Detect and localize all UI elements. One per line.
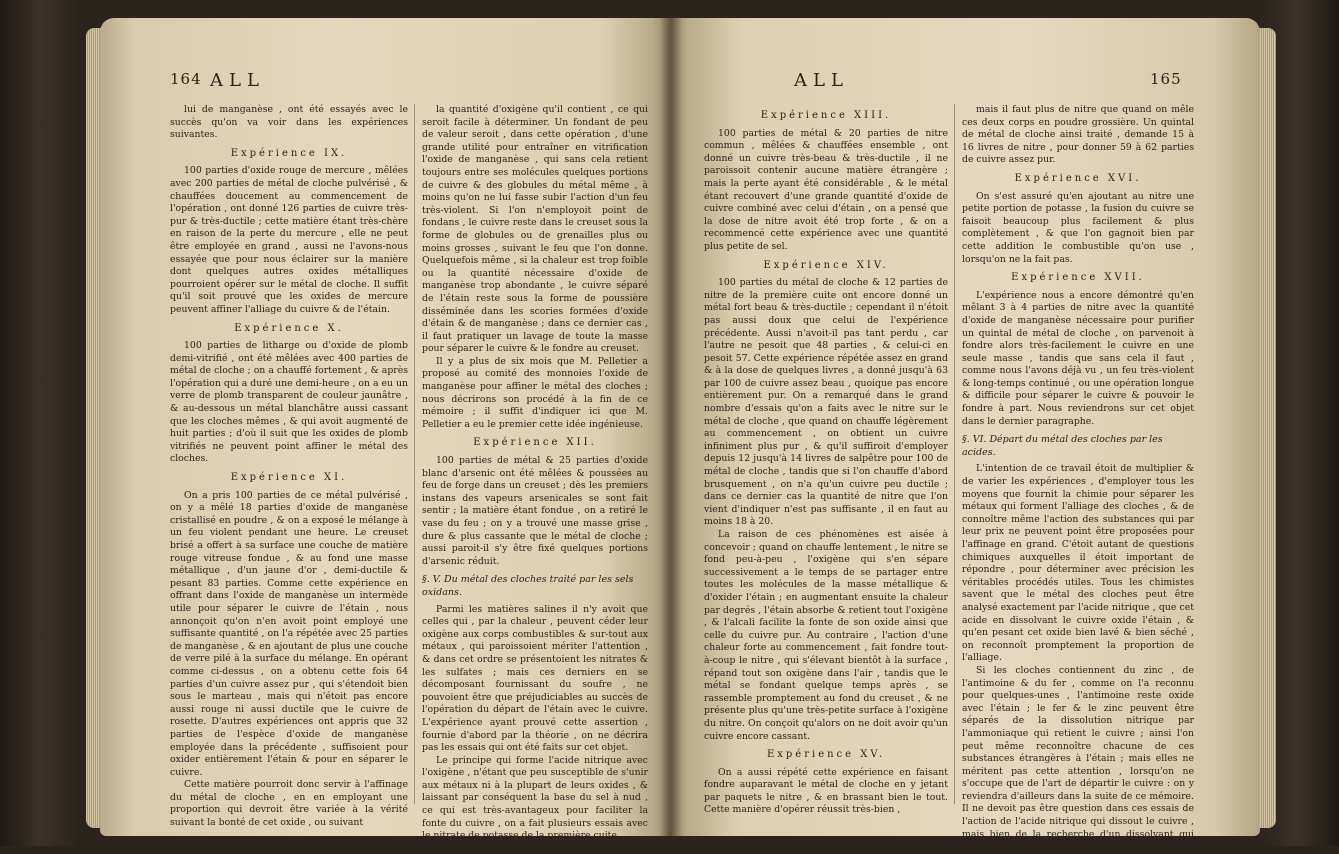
paragraph: 100 parties du métal de cloche & 12 parties de nitre de la première cuite ont encore donné un métal fort beau & très-ductile ; cependant il n'étoit pas aussi doux que celui de l'expérience précédente. Aussi n'avoit-il pas tant perdu , car l'autre ne pesoit que 48 parties , & celui-ci en pesoit 57. Cette expérience répétée assez en grand & à la dose de quelques livres , a donné jusqu'à 63 par 100 de cuivre assez beau , quoique pas encore entièrement pur. On a remarqué dans le grand nombre d'essais qu'on a faits avec le nitre sur le métal de cloche , que quand on chauffe légèrement au commencement , on obtient un cuivre infiniment plus pur , & qu'il suffiroit d'employer depuis 12 jusqu'à 14 livres de salpêtre pour 100 de métal de cloche , tandis que si l'on chauffe d'abord brusquement , on n'a qu'un cuivre peu ductile ; dans ce dernier cas la quantité de nitre que l'on vient d'indiquer n'est pas suffisante , il en faut au moins 18 à 20. (704, 277, 948, 528)
section-heading: §. VI. Départ du métal des cloches par les acides. (962, 434, 1163, 458)
open-book (100, 18, 1260, 853)
paragraph: mais il faut plus de nitre que quand on mêle ces deux corps en poudre grossière. Un quintal de métal de cloche ainsi traité , demande 15 à 16 livres de nitre , pour donner 59 à 62 parties de cuivre assez pur. (962, 104, 1194, 166)
column-rule (954, 104, 955, 804)
left-running-title: ALL (210, 70, 265, 91)
left-column-1 (170, 104, 408, 830)
paragraph: Si les cloches contiennent du zinc , de l'antimoine & du fer , comme on l'a reconnu pour quelques-unes , l'antimoine reste oxide avec l'étain ; le fer & le zinc peuvent être séparés de la dissolution nitrique par l'ammoniaque qui retient le cuivre ; ainsi l'on peut même reconnoître chacune de ces substances étrangères à l'étain ; mais elles ne méritent pas cette attention , lorsqu'on ne s'occupe que de l'art de départir le cuivre : on y reviendra d'ailleurs dans la suite de ce mémoire. Il ne devoit pas être question dans ces essais de l'action de l'acide nitrique qui dissout le cuivre , mais bien de la recherche d'un dissolvant qui pût enlever l'étain , sans tou- (962, 664, 1194, 853)
paragraph: Parmi les matières salines il n'y avoit que celles qui , par la chaleur , peuvent céder leur oxigène aux corps combustibles & sur-tout aux métaux , qui paroissoient mériter l'attention , & dans cet ordre se présentoient les nitrates & les sulfates ; mais ces derniers en se décomposant fournissant du soufre , ne pouvoient être que préjudiciables au succès de l'opération du départ de l'étain avec le cuivre. L'expérience ayant prouvé cette assertion , fournie d'abord par la théorie , on ne décrira pas les essais qui ont été faits sur cet objet. (422, 603, 648, 754)
book-gutter (660, 18, 682, 836)
right-column-2 (962, 104, 1194, 854)
right-running-title: ALL (794, 70, 849, 91)
paragraph: 100 parties d'oxide rouge de mercure , mêlées avec 200 parties de métal de cloche pulvérisé , & chauffées doucement au commencement de l'opération , ont donné 126 parties de cuivre très-pur & très-ductile ; cette matière étant très-chère en raison de la perte du mercure , elle ne peut être employée en grand , aussi ne l'avons-nous essayée que pour nous éclairer sur la manière dont quelques autres oxides métalliques pourroient opérer sur le métal de cloche. Il suffit qu'il soit prouvé que les oxides de mercure peuvent affiner l'alliage du cuivre & de l'étain. (170, 165, 408, 315)
experience-heading: Expérience IX. (230, 147, 348, 159)
paragraph: On a pris 100 parties de ce métal pulvérisé , on y a mêlé 18 parties d'oxide de manganèse cristallisé en poudre , & on a exposé le mélange à un feu violent pendant une heure. Le creuset brisé a offert à sa surface une couche de matière rouge vitreuse fondue , & au fond une masse métallique , d'un jaune d'or , demi-ductile & pesant 83 parties. Comme cette expérience en offrant dans l'oxide de manganèse un intermède utile pour séparer le cuivre de l'étain , nous annonçoit qu'on n'en avoit point employé une suffisante quantité , on l'a répétée avec 25 parties de manganèse , & en ajoutant de plus une couche de verre pilé à la surface du mélange. En opérant comme ci-dessus , on a obtenu cette fois 64 parties d'un cuivre assez pur , qui s'étendoit bien sous le marteau , mais qui n'étoit pas encore aussi rouge ni aussi ductile que le cuivre de rosette. D'autres expériences ont appris que 32 parties de l'espèce d'oxide de manganèse employée dans la précédente , suffisoient pour oxider entièrement l'étain & pour en séparer le cuivre. (170, 489, 408, 778)
column-rule (414, 104, 415, 804)
paragraph: La raison de ces phénomènes est aisée à concevoir ; quand on chauffe lentement , le nitre se fond peu-à-peu , l'oxigène qui s'en sépare successivement a le temps de se partager entre toutes les molécules de la masse métallique & d'oxider l'étain ; en augmentant ensuite la chaleur par degrés , l'étain absorbe & retient tout l'oxigène , & l'alcali facilite la fonte de son oxide ainsi que celle du cuivre pur. Au contraire , l'action d'une chaleur forte au commencement , fait fondre tout-à-coup le nitre , qui s'élevant bientôt à la surface , répand tout son oxigène dans l'air , tandis que le métal se fondant quelque temps après , se rassemble promptement au fond du creuset , & ne présente plus qu'une très-petite surface à l'oxigène du nitre. On conçoit qu'alors on ne doit avoir qu'un cuivre encore cassant. (704, 529, 948, 742)
right-page (670, 18, 1260, 853)
paragraph: L'intention de ce travail étoit de multiplier & de varier les expériences , d'employer tous les moyens que fournit la chimie pour séparer les métaux qui forment l'alliage des cloches , & de connoître même l'action des substances qui par leur prix ne peuvent point être proposées pour l'affinage en grand. C'étoit autant de questions chimiques auxquelles il étoit important de répondre , pour déterminer avec précision les véritables procédés utiles. Tous les chimistes savent que le métal des cloches peut être analysé exactement par l'acide nitrique , que cet acide en dissolvant le cuivre oxide l'étain , & qu'en pesant cet oxide bien lavé & bien séché , on reconnoît promptement la proportion de l'alliage. (962, 463, 1194, 664)
experience-heading: Expérience X. (234, 322, 344, 334)
paragraph: 100 parties de litharge ou d'oxide de plomb demi-vitrifié , ont été mêlées avec 400 parties de métal de cloche ; on a chauffé fortement , & après l'opération qui a duré une demi-heure , on a eu un verre de plomb transparent de couleur jaunâtre , & au-dessous un métal blanchâtre aussi cassant que les cloches mêmes , & qui avoit augmenté de huit parties ; d'où il suit que les oxides de plomb vitrifiés ne peuvent point affiner le métal des cloches. (170, 340, 408, 465)
paragraph: On a aussi répété cette expérience en faisant fondre auparavant le métal de cloche en y jetant par paquets le nitre , & en brassant bien le tout. Cette manière d'opérer réussit très-bien , (704, 766, 948, 816)
left-page (100, 18, 670, 842)
right-column-1 (704, 104, 948, 817)
paragraph: Il y a plus de six mois que M. Pelletier a proposé au comité des monnoies l'oxide de manganèse pour affiner le métal des cloches ; nous décrirons son procédé à la fin de ce mémoire ; il suffit d'indiquer ici que M. Pelletier a eu le premier cette idée ingénieuse. (422, 355, 648, 430)
paragraph: Cette matière pourroit donc servir à l'affinage du métal de cloche , en en employant une proportion qui devroit être variée à la vérité suivant la bonté de cet oxide , ou suivant (170, 779, 408, 829)
left-page-number: 164 (170, 70, 202, 88)
section-heading: §. V. Du métal des cloches traité par les sels oxidans. (422, 574, 634, 598)
experience-heading: Expérience XIV. (763, 259, 889, 271)
paragraph: On s'est assuré qu'en ajoutant au nitre une petite portion de potasse , la fusion du cuivre se faisoit beaucoup plus facilement & plus complètement , & que l'on gagnoit bien par cette addition le combustible qu'on use , lorsqu'on ne la fait pas. (962, 190, 1194, 265)
paragraph: lui de manganèse , ont été essayés avec le succès qu'on va voir dans les expériences suivantes. (170, 104, 408, 141)
experience-heading: Expérience XIII. (760, 110, 892, 121)
paragraph: 100 parties de métal & 20 parties de nitre commun , mêlées & chauffées ensemble , ont donné un cuivre très-beau & très-ductile , il ne paroissoit contenir aucune matière étrangère ; mais la perte ayant été considérable , & le métal étant recouvert d'une grande quantité d'oxide de cuivre combiné avec celui d'étain , on a pensé que la dose de nitre avoit été trop forte , & on a recommencé cette expérience avec une quantité plus petite de sel. (704, 127, 948, 252)
experience-heading: Expérience XVII. (1011, 272, 1145, 284)
left-column-2 (422, 104, 648, 843)
paragraph: la quantité d'oxigène qu'il contient , ce qui seroit facile à déterminer. Un fondant de peu de valeur seroit , dans cette opération , d'une grande utilité pour entraîner en vitrification l'oxide de manganèse , qui sans cela retient toujours entre ses molécules quelques portions de cuivre & des globules du métal même , à moins qu'on ne lui fasse subir l'action d'un feu très-violent. Si l'on n'employoit point de fondans , le cuivre reste dans le creuset sous la forme de globules ou de grenailles plus ou moins grosses , suivant le feu que l'on donne. Quelquefois même , si la chaleur est trop foible ou la quantité nécessaire d'oxide de manganèse trop abondante , le cuivre séparé de l'étain reste sous la forme de poussière disséminée dans les scories formées d'oxide d'étain & de manganèse ; dans ce dernier cas , il faut pratiquer un lavage de toute la masse pour séparer le cuivre & le fondre au creuset. (422, 104, 648, 355)
paragraph: L'expérience nous a encore démontré qu'en mêlant 3 à 4 parties de nitre avec la quantité d'oxide de manganèse nécessaire pour purifier un quintal de métal de cloche , on parvenoit à fondre alors très-facilement le cuivre en une seule masse , tandis que sans cela il faut , comme nous l'avons déjà vu , un feu très-violent & long-temps continué , ou une opération longue & difficile pour séparer le cuivre & pouvoir le fondre à part. Nous reviendrons sur cet objet dans le dernier paragraphe. (962, 289, 1194, 427)
paragraph: 100 parties de métal & 25 parties d'oxide blanc d'arsenic ont été mêlées & poussées au feu de forge dans un creuset ; dès les premiers instans des vapeurs arsenicales se sont fait sentir ; la matière étant fondue , on a retiré le vase du feu ; on y a trouvé une masse grise , dure & plus cassante que le métal de cloche ; aussi paroit-il s'y être fixé quelques portions d'arsenic réduit. (422, 455, 648, 567)
experience-heading: Expérience XV. (766, 749, 886, 761)
experience-heading: Expérience XI. (230, 472, 348, 484)
right-page-edges (1258, 28, 1276, 828)
experience-heading: Expérience XVI. (1014, 172, 1142, 184)
right-page-number: 165 (1150, 70, 1182, 88)
paragraph: Le principe qui forme l'acide nitrique avec l'oxigène , n'étant que peu susceptible de s'unir aux métaux ni à la plupart de leurs oxides , & laissant par conséquent la base du sel à nud , ce qui est très-avantageux pour faciliter la fonte du cuivre , on a fait plusieurs essais avec le nitrate de potasse de la première cuite. (422, 754, 648, 842)
experience-heading: Expérience XII. (473, 437, 597, 449)
